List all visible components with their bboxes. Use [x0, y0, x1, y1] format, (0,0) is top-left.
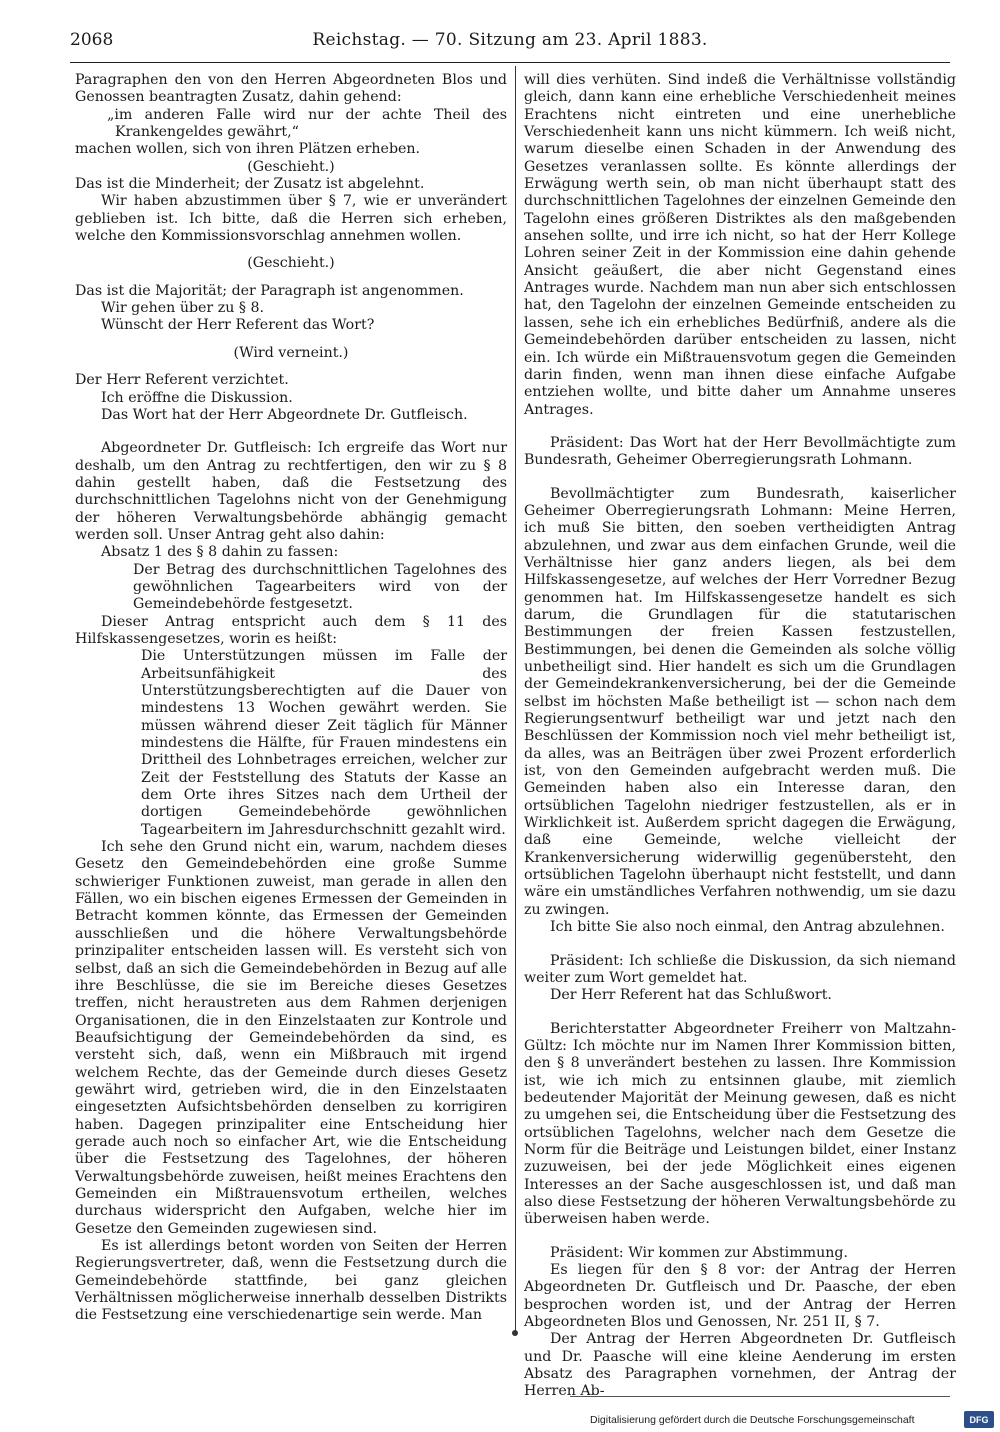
paragraph: Das Wort hat der Herr Abgeordnete Dr. Gutfleisch.: [101, 406, 468, 423]
running-head: Reichstag. — 70. Sitzung am 23. April 1883.: [312, 30, 708, 50]
right-column: [524, 72, 956, 1401]
column-divider: [515, 66, 516, 1334]
paragraph: machen wollen, sich von ihren Plätzen erheben.: [75, 141, 421, 158]
speech-gutfleisch: Abgeordneter Dr. Gutfleisch: Ich ergreife das Wort nur deshalb, um den Antrag zu rechtfertigen, den wir zu § 8 dahin gestellt haben, daß die Festsetzung des durchschnittlichen Tagelohns nicht von der Genehmigung der höheren Verwaltungsbehörde abhängig gemacht werden soll. Unser Antrag geht also dahin:: [75, 440, 507, 543]
paragraph: Das ist die Minderheit; der Zusatz ist abgelehnt.: [75, 176, 425, 193]
paragraph: Absatz 1 des § 8 dahin zu fassen:: [101, 544, 339, 561]
paragraph: will dies verhüten. Sind indeß die Verhältnisse vollständig gleich, dann kann eine erhebliche Verschiedenheit meines Erachtens nicht eintreten und eine unerhebliche Verschiedenheit kann uns nicht kümmern. Ich weiß nicht, warum dieselbe einen Schaden in der Anwendung des Gesetzes veranlassen sollte. Es könnte allerdings der Erwägung werth sein, ob man nicht überhaupt statt des durchschnittlichen Tagelohnes der einzelnen Gemeinde den Tagelohn eines größeren Distriktes als den maßgebenden ansehen sollte, und irre ich nicht, so hat der Herr Kollege Lohren seiner Zeit in der Kommission eine dahin gehende Ansicht geäußert, die aber nicht Gegenstand eines Antrages wurde. Nachdem man nun aber sich entschlossen hat, den Tagelohn der einzelnen Gemeinde entscheiden zu lassen, sehe ich ein erhebliches Bedürfniß, andere als die Gemeindebehörden darüber entscheiden zu lassen, nicht ein. Ich würde ein Mißtrauensvotum gegen die Gemeinden darin finden, wenn man ihnen diese einfache Aufgabe entziehen wollte, und bitte daher um Annahme unseres Antrages.: [524, 72, 956, 418]
speech-president: Präsident: Ich schließe die Diskussion, da sich niemand weiter zum Wort gemeldet hat.: [524, 952, 956, 986]
header-rule: [70, 62, 950, 63]
paragraph: Es liegen für den § 8 vor: der Antrag der Herren Abgeordneten Dr. Gutfleisch und Dr. Paasche, der eben besprochen worden ist, und der Antrag der Herren Abgeordneten Blos und Genossen, Nr. 251 II, § 7.: [524, 1262, 956, 1331]
speech-president: Präsident: Das Wort hat der Herr Bevollmächtigte zum Bundesrath, Geheimer Oberregierungsrath Lohmann.: [524, 434, 956, 469]
dfg-logo: DFG: [964, 1411, 994, 1428]
paragraph: Ich sehe den Grund nicht ein, warum, nachdem dieses Gesetz den Gemeindebehörden eine große Summe schwieriger Funktionen zuweist, man gerade in allen den Fällen, wo ein bischen eigenes Ermessen der Gemeinden in Betracht kommen könnte, das Ermessen der Gemeinden ausschließen und die höhere Verwaltungsbehörde prinzipaliter entscheiden lassen will. Es versteht sich von selbst, daß an sich die Gemeindebehörden in Bezug auf alle ihre Beschlüsse, die sie im Bereiche dieses Gesetzes treffen, nicht heraustreten aus dem Rahmen derjenigen Organisationen, die in den Einzelstaaten zur Kontrole und Beaufsichtigung der Gemeindebehörden da sind, es versteht sich, daß, wenn ein Mißbrauch mit irgend welchem Rechte, das der Gemeinde durch dieses Gesetz gewährt wird, getrieben wird, die in den Einzelstaaten eingesetzten Aufsichtsbehörden denselben zu korrigiren haben. Dagegen prinzipaliter eine Entscheidung hier gerade auch noch so einfacher Art, wie die Entscheidung über die Festsetzung des Tagelohnes, der höheren Verwaltungsbehörde zuweisen, heißt meines Erachtens den Gemeinden ein Mißtrauensvotum ertheilen, welches durchaus widerspricht den Aufgaben, welche hier im Gesetze den Gemeinden zugewiesen sind.: [75, 839, 507, 1237]
paragraph: Der Antrag der Herren Abgeordneten Dr. Gutfleisch und Dr. Paasche will eine kleine Aenderung im ersten Absatz des Paragraphen vornehmen, der Antrag der Herren Ab-: [524, 1331, 956, 1400]
quote: „im anderen Falle wird nur der achte Theil des Krankengeldes gewährt,“: [107, 106, 507, 141]
paragraph: Ich bitte Sie also noch einmal, den Antrag abzulehnen.: [550, 919, 945, 936]
paragraph: Wir gehen über zu § 8.: [101, 300, 264, 317]
paragraph: Wünscht der Herr Referent das Wort?: [101, 317, 375, 334]
stage-direction: (Wird verneint.): [233, 344, 349, 361]
speech-president: Präsident: Wir kommen zur Abstimmung.: [550, 1244, 848, 1261]
left-column: [75, 72, 507, 1325]
stage-direction: (Geschieht.): [247, 158, 335, 175]
column-divider-end-mark: [512, 1330, 518, 1336]
motion-text: Der Betrag des durchschnittlichen Tagelohnes des gewöhnlichen Tagearbeiters wird von der Gemeindebehörde festgesetzt.: [133, 561, 507, 613]
speech-maltzahn: Berichterstatter Abgeordneter Freiherr von Maltzahn-Gültz: Ich möchte nur im Namen Ihrer Kommission bitten, den § 8 unverändert bestehen zu lassen. Ihre Kommission ist, wie ich mich zu entsinnen glaube, mit ziemlich bedeutender Majorität der Meinung gewesen, daß es nicht zu umgehen sei, die Entscheidung über die Festsetzung des ortsüblichen Tagelohns, welcher nach dem Gesetze die Norm für die Beiträge und Leistungen bildet, einer Instanz zuzuweisen, bei der jede Möglichkeit eines eigenen Interesses an der Sache ausgeschlossen ist, und daß man also diese Festsetzung der höheren Verwaltungsbehörde zu überweisen haben werde.: [524, 1020, 956, 1228]
speech-lohmann: Bevollmächtigter zum Bundesrath, kaiserlicher Geheimer Oberregierungsrath Lohmann: Meine Herren, ich muß Sie bitten, den soeben vertheidigten Antrag abzulehnen, und zwar aus dem einfachen Grunde, weil die Verhältnisse hier ganz anders liegen, als bei dem Hilfskassengesetze, auf welches der Herr Vorredner Bezug genommen hat. Im Hilfskassengesetze handelt es sich darum, die Grundlagen für die statutarischen Bestimmungen der freien Kassen festzustellen, Bestimmungen, bei denen die Gemeinden als solche völlig unbetheiligt sind. Hier handelt es sich um die Grundlagen der Gemeindekrankenversicherung, bei der die Gemeinde selbst im höchsten Maße betheiligt ist — schon nach dem Regierungsentwurf betheiligt war und jetzt nach den Beschlüssen der Kommission noch viel mehr betheiligt ist, da alles, was an Beiträgen über zwei Prozent erforderlich ist, von den Gemeinden aufgebracht werden muß. Die Gemeinden haben also ein Interesse daran, den ortsüblichen Tagelohn niedriger festzustellen, als er in Wirklichkeit ist. Außerdem spricht dagegen die Erwägung, daß eine Gemeinde, welche vielleicht der Krankenversicherung widerwillig gegenübersteht, den ortsüblichen Tagelohn überhaupt nicht feststellt, und dann wäre ein umständliches Verfahren nothwendig, um sie dazu zu zwingen.: [524, 485, 956, 918]
paragraph: Es ist allerdings betont worden von Seiten der Herren Regierungsvertreter, daß, wenn die Festsetzung durch die Gemeindebehörde stattfinde, bei ganz gleichen Verhältnissen möglicherweise innerhalb desselben Distrikts die Festsetzung eine verschiedenartige sein werde. Man: [75, 1238, 507, 1324]
paragraph: Ich eröffne die Diskussion.: [101, 389, 293, 406]
paragraph: Paragraphen den von den Herren Abgeordneten Blos und Genossen beantragten Zusatz, dahin gehend:: [75, 72, 507, 106]
stage-direction: (Geschieht.): [247, 255, 335, 272]
paragraph: Dieser Antrag entspricht auch dem § 11 des Hilfskassengesetzes, worin es heißt:: [75, 613, 507, 647]
paragraph: Der Herr Referent verzichtet.: [75, 372, 289, 389]
paragraph: Das ist die Majorität; der Paragraph ist angenommen.: [75, 282, 464, 299]
page-number: 2068: [70, 30, 114, 50]
paragraph: Wir haben abzustimmen über § 7, wie er unverändert geblieben ist. Ich bitte, daß die Herren sich erheben, welche den Kommissionsvorschlag annehmen wollen.: [75, 193, 507, 245]
law-quote: Die Unterstützungen müssen im Falle der Arbeitsunfähigkeit des Unterstützungsberechtigten auf die Dauer von mindestens 13 Wochen gewährt werden. Sie müssen während dieser Zeit täglich für Männer mindestens die Hälfte, für Frauen mindestens ein Drittheil des Lohnbetrages erreichen, welcher zur Zeit der Feststellung des Statuts der Kasse an dem Orte ihres Sitzes nach dem Urtheil der dortigen Gemeindebehörde gewöhnlichen Tagearbeitern im Jahresdurchschnitt gezahlt wird.: [141, 648, 507, 838]
digitization-credit: Digitalisierung gefördert durch die Deutsche Forschungsgemeinschaft: [590, 1414, 915, 1426]
page-header: [70, 30, 950, 60]
footer-rule: [570, 1396, 950, 1397]
paragraph: Der Herr Referent hat das Schlußwort.: [550, 987, 832, 1004]
